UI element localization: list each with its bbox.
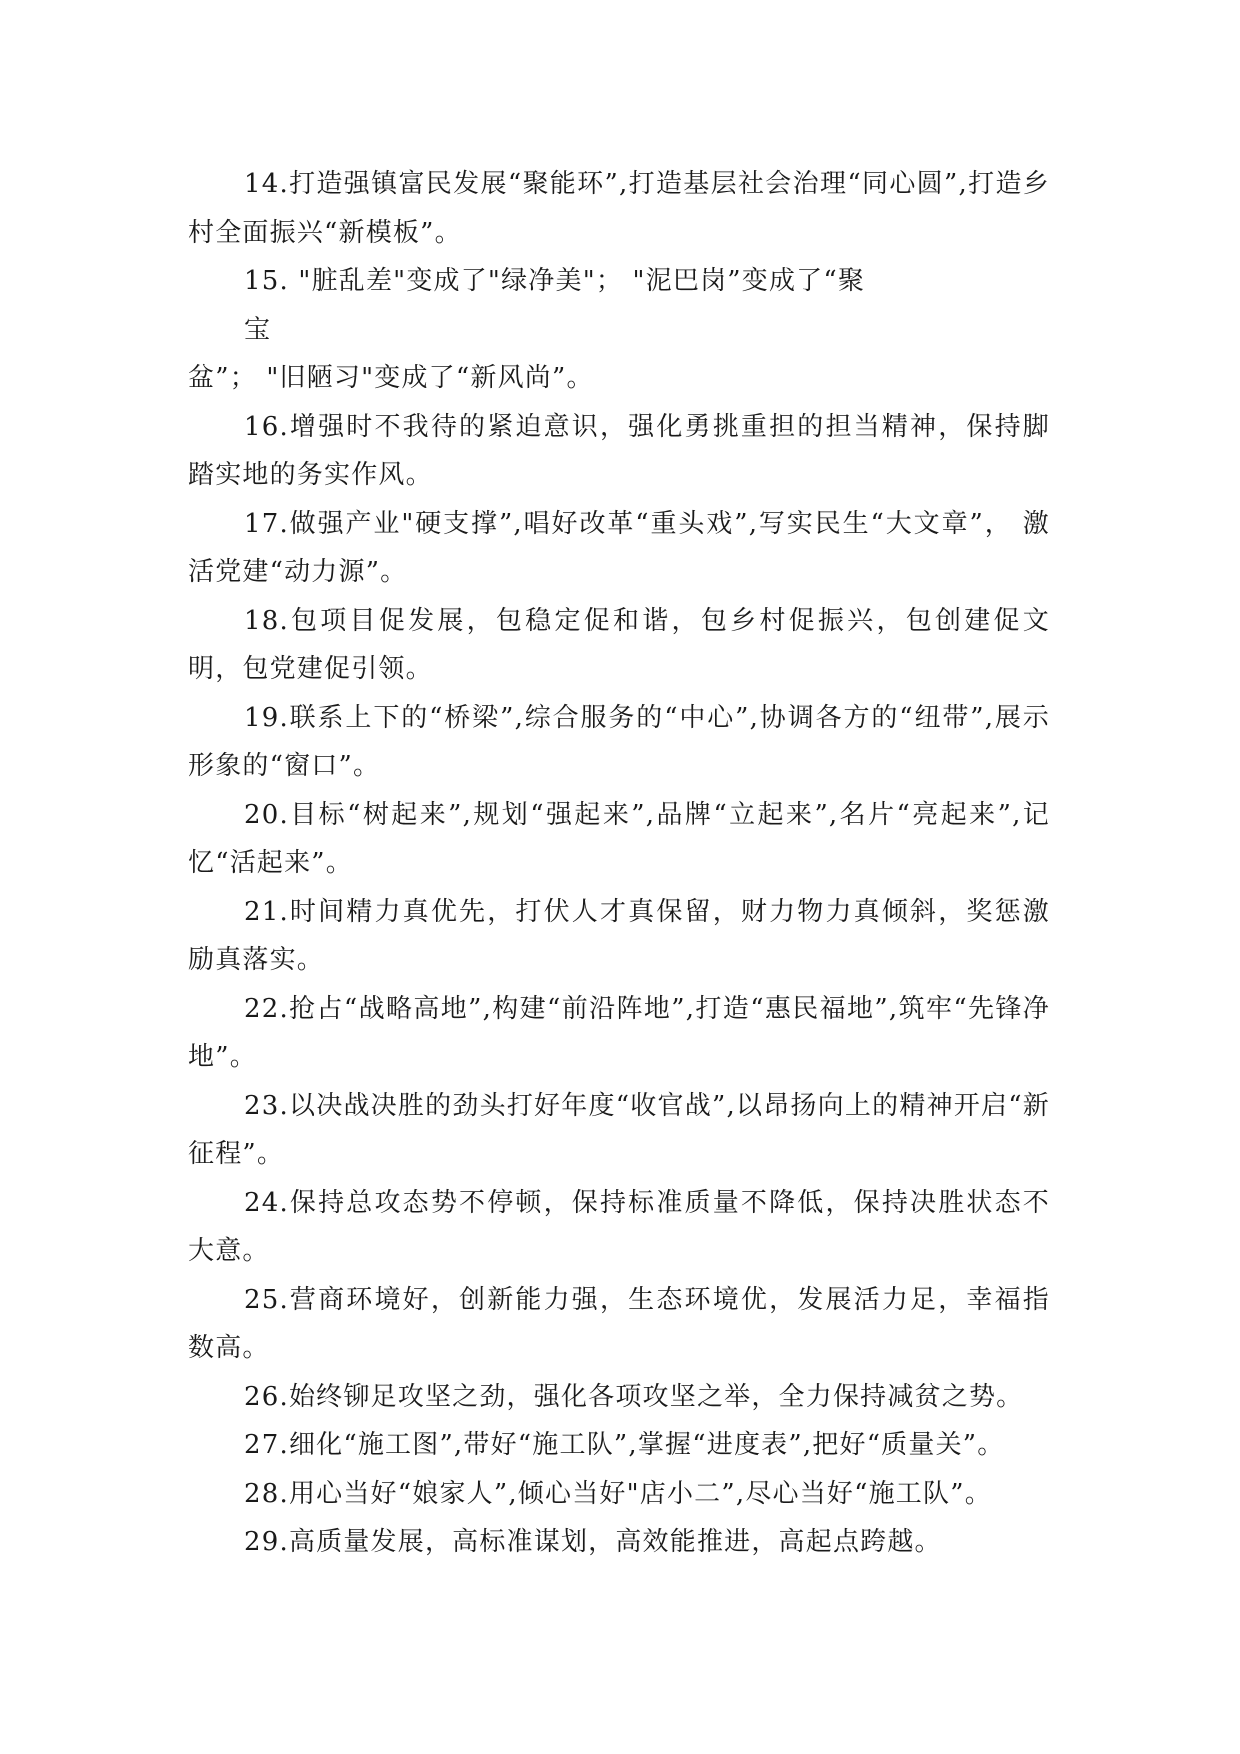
paragraph-24: 24.保持总攻态势不停顿，保持标准质量不降低，保持决胜状态不大意。: [188, 1187, 1050, 1266]
paragraph-15-line-3: 盆”； "旧陋习"变成了“新风尚”。: [188, 363, 594, 393]
paragraph-29: 29.高质量发展，高标准谋划，高效能推进，高起点跨越。: [244, 1527, 942, 1557]
paragraph-15-line-1: 15. "脏乱差"变成了"绿净美"； "泥巴岗”变成了“聚: [244, 266, 866, 296]
paragraph-14: 14.打造强镇富民发展“聚能环”,打造基层社会治理“同心圆”,打造乡村全面振兴“新模板”。: [188, 169, 1050, 248]
paragraph-16: 16.增强时不我待的紧迫意识，强化勇挑重担的担当精神，保持脚踏实地的务实作风。: [188, 411, 1050, 490]
paragraph-15-line-2: 宝: [244, 314, 272, 345]
paragraph-26: 26.始终铆足攻坚之劲，强化各项攻坚之举，全力保持减贫之势。: [244, 1381, 1024, 1412]
paragraph-28: 28.用心当好“娘家人”,倾心当好"店小二”,尽心当好“施工队”。: [244, 1478, 992, 1509]
paragraph-17: 17.做强产业"硬支撑”,唱好改革“重头戏”,写实民生“大文章”， 激活党建“动力源”。: [188, 508, 1050, 587]
paragraph-23: 23.以决战决胜的劲头打好年度“收官战”,以昂扬向上的精神开启“新征程”。: [188, 1090, 1050, 1169]
paragraph-20: 20.目标“树起来”,规划“强起来”,品牌“立起来”,名片“亮起来”,记忆“活起来”。: [188, 799, 1050, 878]
paragraph-21: 21.时间精力真优先，打伏人才真保留，财力物力真倾斜，奖惩激励真落实。: [188, 896, 1050, 975]
paragraph-18: 18.包项目促发展，包稳定促和谐，包乡村促振兴，包创建促文明，包党建促引领。: [188, 605, 1050, 684]
document-body: [188, 160, 1050, 1567]
paragraph-22: 22.抢占“战略高地”,构建“前沿阵地”,打造“惠民福地”,筑牢“先锋净地”。: [188, 993, 1050, 1072]
paragraph-27: 27.细化“施工图”,带好“施工队”,掌握“进度表”,把好“质量关”。: [244, 1430, 1005, 1460]
paragraph-25: 25.营商环境好，创新能力强，生态环境优，发展活力足，幸福指数高。: [188, 1284, 1050, 1363]
paragraph-19: 19.联系上下的“桥梁”,综合服务的“中心”,协调各方的“纽带”,展示形象的“窗口”。: [188, 702, 1050, 781]
